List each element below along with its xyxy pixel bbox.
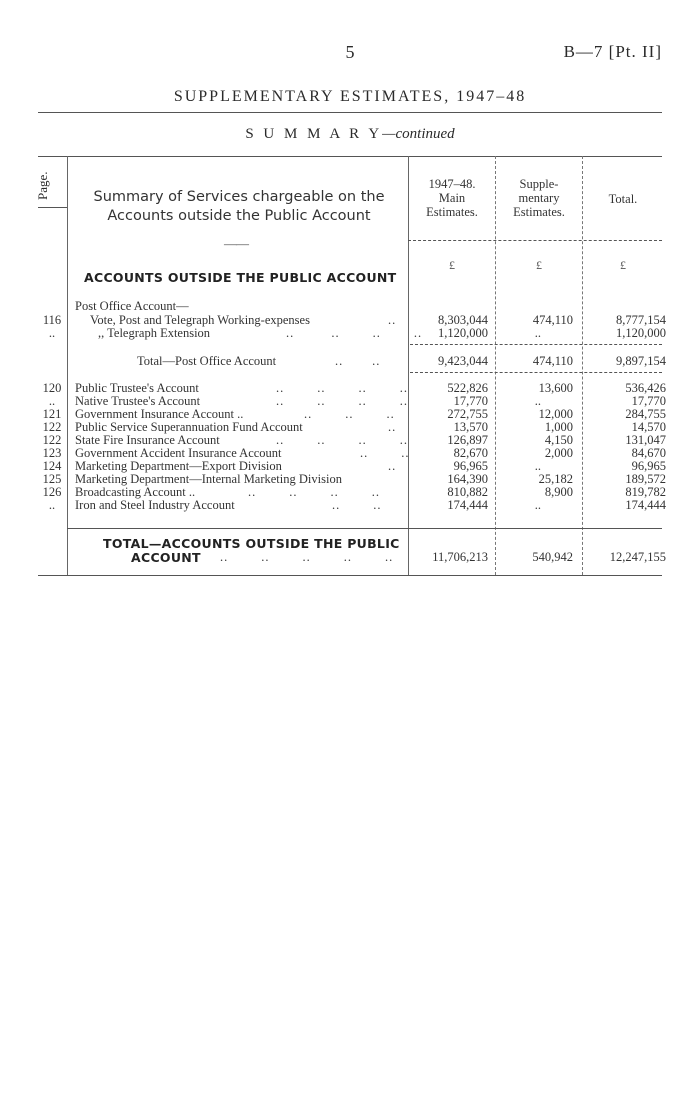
row-supp: 12,000 — [538, 407, 573, 421]
row-leader: .. .. .. .. — [276, 433, 408, 447]
post-office-total-label: Total—Post Office Account — [137, 354, 277, 368]
row-main: 174,444 — [447, 498, 488, 512]
row-total: 17,770 — [631, 394, 666, 408]
row-label: Public Trustee's Account — [75, 381, 199, 395]
supp-col-divider — [582, 156, 583, 575]
page-number: 5 — [345, 42, 355, 62]
row-leader: .. .. — [335, 354, 381, 368]
row-leader: .. .. .. .. — [276, 381, 408, 395]
row-main: 272,755 — [447, 407, 488, 421]
row-leader: .. .. — [332, 498, 382, 512]
header-dash: —— — [224, 236, 248, 251]
row-leader: .. — [388, 459, 397, 473]
row-supp: 13,600 — [538, 381, 573, 395]
row-page: 123 — [42, 446, 62, 460]
row-page: .. — [48, 326, 56, 340]
table-bottom-rule — [38, 575, 662, 576]
supp-header-line2: mentary — [518, 191, 560, 205]
row-page: .. — [48, 394, 56, 408]
row-label: Broadcasting Account .. — [75, 485, 196, 499]
row-leader: .. — [388, 313, 397, 327]
row-supp: 1,000 — [544, 420, 573, 434]
section-name: S U M M A R Y — [245, 126, 383, 142]
row-supp: .. — [534, 394, 541, 408]
page-header-rule — [38, 207, 67, 208]
main-currency: £ — [449, 258, 455, 272]
page-column-header: Page. — [35, 171, 50, 200]
main-col-divider — [495, 156, 496, 575]
row-label: Public Service Superannuation Fund Account — [75, 420, 303, 434]
row-leader: .. .. .. — [304, 407, 395, 421]
row-leader: .. .. — [360, 446, 410, 460]
grand-total-label-line1: TOTAL—ACCOUNTS OUTSIDE THE PUBLIC — [103, 536, 400, 551]
row-main: 13,570 — [453, 420, 488, 434]
main-header-line3: Estimates. — [426, 205, 478, 219]
row-page: 116 — [42, 313, 62, 327]
row-page: 122 — [42, 420, 62, 434]
row-page: .. — [48, 498, 56, 512]
row-total: 536,426 — [625, 381, 666, 395]
post-office-total-main: 9,423,044 — [438, 354, 488, 368]
row-page: 125 — [42, 472, 62, 486]
row-label: Marketing Department—Internal Marketing Division — [75, 472, 342, 486]
row-main: 96,965 — [453, 459, 488, 473]
post-office-total-supp: 474,110 — [532, 354, 573, 368]
subtotal-bottom-rule — [410, 372, 662, 373]
row-main: 522,826 — [447, 381, 488, 395]
row-label: Marketing Department—Export Division — [75, 459, 282, 473]
row-label: Iron and Steel Industry Account — [75, 498, 235, 512]
row-total: 131,047 — [625, 433, 666, 447]
total-currency: £ — [620, 258, 626, 272]
row-total: 8,777,154 — [616, 313, 666, 327]
row-total: 284,755 — [625, 407, 666, 421]
row-leader: .. .. .. .. — [276, 394, 408, 408]
row-supp: 2,000 — [544, 446, 573, 460]
document-reference: B—7 [Pt. II] — [563, 42, 662, 61]
row-main: 8,303,044 — [438, 313, 488, 327]
row-supp: .. — [534, 498, 541, 512]
row-supp: 25,182 — [538, 472, 573, 486]
row-total: 96,965 — [631, 459, 666, 473]
row-supp: 4,150 — [544, 433, 573, 447]
row-page: 122 — [42, 433, 62, 447]
grand-total-total: 12,247,155 — [609, 550, 666, 564]
row-total: 174,444 — [625, 498, 666, 512]
table-top-rule — [38, 156, 662, 157]
row-supp: 474,110 — [532, 313, 573, 327]
supp-currency: £ — [536, 258, 542, 272]
row-leader: .. — [388, 420, 397, 434]
row-leader: .. .. .. .. — [248, 485, 380, 499]
main-estimates-header — [410, 177, 494, 219]
grand-total-label-line2: ACCOUNT — [131, 550, 201, 565]
row-label: Vote, Post and Telegraph Working-expenses — [90, 313, 310, 327]
total-header: Total. — [608, 192, 638, 206]
row-page: 120 — [42, 381, 62, 395]
grand-total-rule — [67, 528, 662, 529]
row-main: 17,770 — [453, 394, 488, 408]
row-total: 819,782 — [625, 485, 666, 499]
row-page: 126 — [42, 485, 62, 499]
post-office-total-total: 9,897,154 — [616, 354, 666, 368]
row-label: State Fire Insurance Account — [75, 433, 220, 447]
supp-header-line3: Estimates. — [513, 205, 565, 219]
row-main: 82,670 — [453, 446, 488, 460]
row-total: 84,670 — [631, 446, 666, 460]
post-office-heading: Post Office Account— — [75, 299, 189, 313]
row-label: Native Trustee's Account — [75, 394, 201, 408]
row-label: Government Insurance Account .. — [75, 407, 244, 421]
title-rule — [38, 112, 662, 113]
page-col-divider — [67, 156, 68, 575]
main-header-line1: 1947–48. — [428, 177, 476, 191]
grand-total-main: 11,706,213 — [432, 550, 488, 564]
group-heading: ACCOUNTS OUTSIDE THE PUBLIC ACCOUNT — [84, 270, 397, 285]
row-total: 189,572 — [625, 472, 666, 486]
grand-total-supp: 540,942 — [532, 550, 573, 564]
section-title — [0, 126, 700, 143]
row-main: 1,120,000 — [438, 326, 488, 340]
supp-header-line1: Supple- — [519, 177, 559, 191]
document-title: SUPPLEMENTARY ESTIMATES, 1947–48 — [173, 88, 527, 105]
row-page: 124 — [42, 459, 62, 473]
description-header: Summary of Services chargeable on the Accounts outside the Public Account — [93, 189, 385, 224]
row-supp: .. — [534, 459, 541, 473]
section-suffix: —continued — [382, 126, 455, 142]
row-label: ,, Telegraph Extension — [98, 326, 211, 340]
row-total: 1,120,000 — [616, 326, 666, 340]
col-header-rule — [408, 240, 662, 241]
row-total: 14,570 — [631, 420, 666, 434]
row-main: 126,897 — [447, 433, 488, 447]
main-header-line2: Main — [438, 191, 466, 205]
subtotal-rule — [410, 344, 662, 345]
desc-col-divider — [408, 156, 409, 575]
row-label: Government Accident Insurance Account — [75, 446, 282, 460]
row-main: 810,882 — [447, 485, 488, 499]
row-main: 164,390 — [447, 472, 488, 486]
row-leader: .. .. .. .. .. — [220, 550, 394, 564]
row-supp: .. — [534, 326, 541, 340]
row-supp: 8,900 — [544, 485, 573, 499]
row-page: 121 — [42, 407, 62, 421]
row-leader: .. .. .. .. — [286, 326, 423, 340]
supp-estimates-header — [497, 177, 581, 219]
